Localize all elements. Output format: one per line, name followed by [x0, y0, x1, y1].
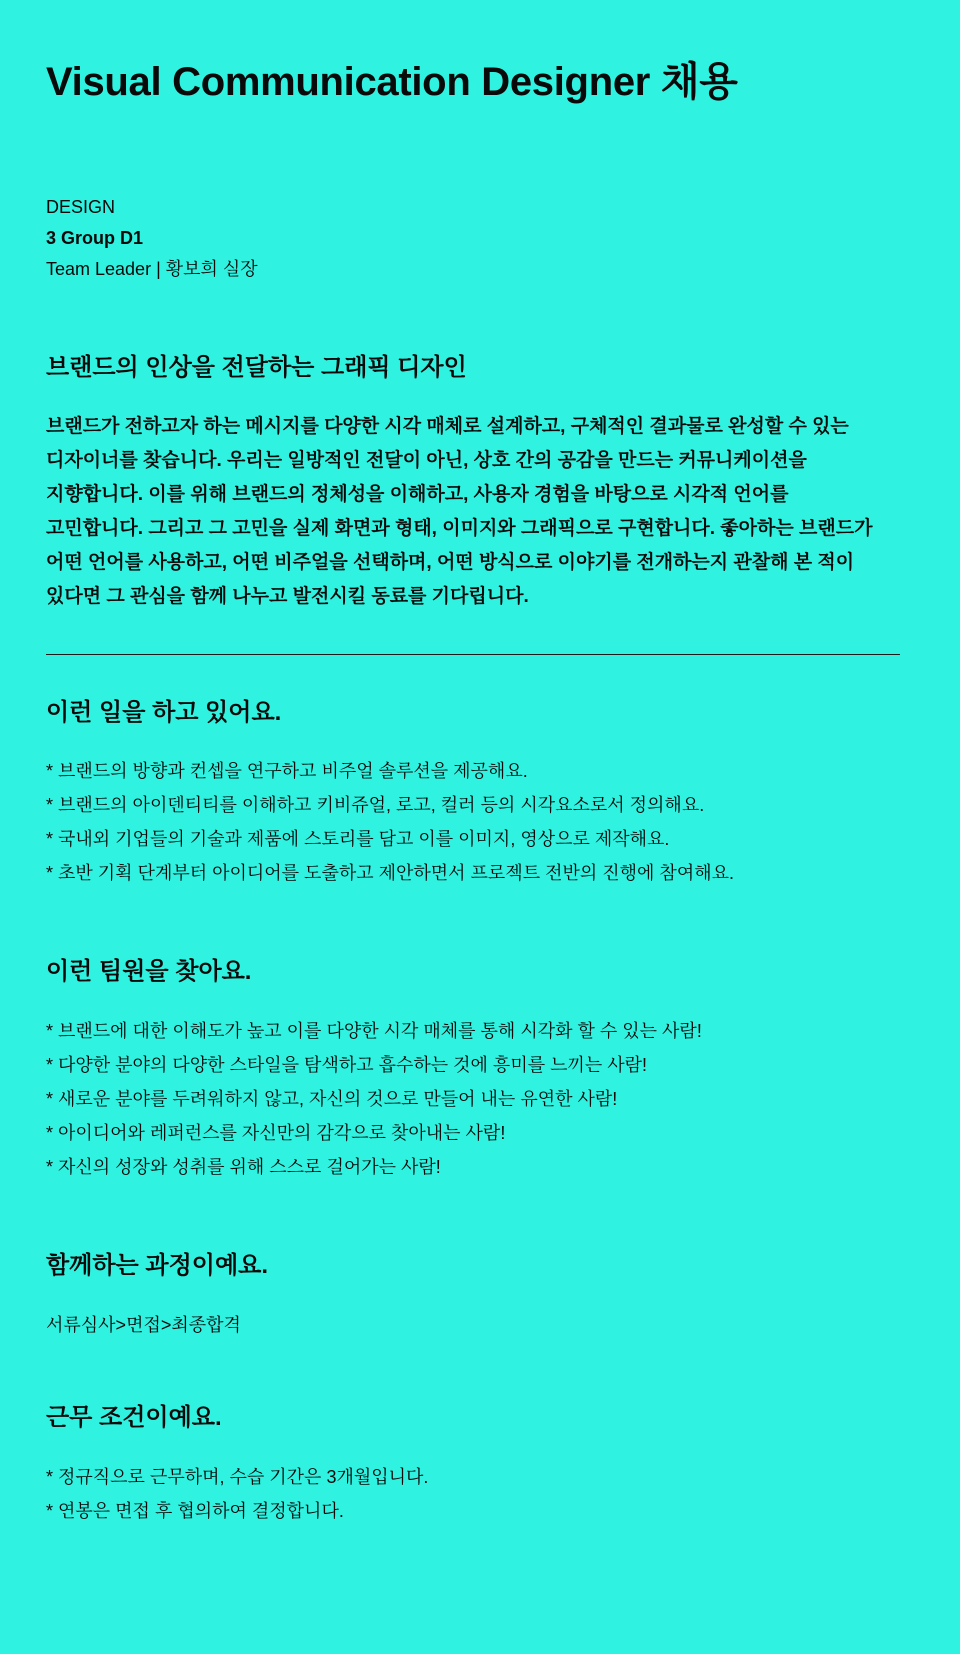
list-item: * 정규직으로 근무하며, 수습 기간은 3개월입니다. — [46, 1467, 429, 1487]
list-item: * 다양한 분야의 다양한 스타일을 탐색하고 흡수하는 것에 흥미를 느끼는 사람! — [46, 1055, 648, 1075]
wanted-section — [46, 955, 914, 1184]
section-divider — [46, 654, 900, 655]
list-item: * 자신의 성장와 성취를 위해 스스로 걸어가는 사람! — [46, 1157, 441, 1177]
intro-line: 브랜드가 전하고자 하는 메시지를 다양한 시각 매체로 설계하고, 구체적인 결과물로 완성할 수 있는 — [46, 416, 849, 437]
wanted-list — [46, 1014, 914, 1184]
duties-list — [46, 754, 914, 890]
department-label: DESIGN — [46, 197, 116, 217]
list-item: * 연봉은 면접 후 협의하여 결정합니다. — [46, 1501, 344, 1521]
conditions-section — [46, 1401, 914, 1528]
conditions-heading: 근무 조건이예요. — [46, 1404, 222, 1431]
team-leader-label: Team Leader | 황보희 실장 — [46, 259, 258, 279]
duties-section — [46, 696, 914, 890]
process-steps: 서류심사>면접>최종합격 — [46, 1315, 241, 1335]
intro-line: 어떤 언어를 사용하고, 어떤 비주얼을 선택하며, 어떤 방식으로 이야기를 전개하는지 관찰해 본 적이 — [46, 552, 855, 573]
intro-heading: 브랜드의 인상을 전달하는 그래픽 디자인 — [46, 354, 467, 381]
process-section — [46, 1249, 914, 1342]
wanted-heading: 이런 팀원을 찾아요. — [46, 958, 252, 985]
position-meta — [46, 192, 914, 285]
page-title: Visual Communication Designer 채용 — [46, 60, 738, 104]
group-label: 3 Group D1 — [46, 228, 144, 248]
list-item: * 브랜드의 아이덴티티를 이해하고 키비쥬얼, 로고, 컬러 등의 시각요소로서 정의해요. — [46, 795, 705, 815]
intro-line: 지향합니다. 이를 위해 브랜드의 정체성을 이해하고, 사용자 경험을 바탕으로 시각적 언어를 — [46, 484, 789, 505]
intro-line: 디자이너를 찾습니다. 우리는 일방적인 전달이 아닌, 상호 간의 공감을 만드는 커뮤니케이션을 — [46, 450, 807, 471]
duties-heading: 이런 일을 하고 있어요. — [46, 699, 282, 726]
list-item: * 아이디어와 레퍼런스를 자신만의 감각으로 찾아내는 사람! — [46, 1123, 506, 1143]
process-heading: 함께하는 과정이예요. — [46, 1252, 268, 1279]
conditions-list — [46, 1460, 914, 1528]
list-item: * 새로운 분야를 두려워하지 않고, 자신의 것으로 만들어 내는 유연한 사람! — [46, 1089, 618, 1109]
intro-line: 고민합니다. 그리고 그 고민을 실제 화면과 형태, 이미지와 그래픽으로 구현합니다. 좋아하는 브랜드가 — [46, 518, 873, 539]
list-item: * 브랜드에 대한 이해도가 높고 이를 다양한 시각 매체를 통해 시각화 할 수 있는 사람! — [46, 1021, 702, 1041]
list-item: * 초반 기획 단계부터 아이디어를 도출하고 제안하면서 프로젝트 전반의 진행에 참여해요. — [46, 863, 734, 883]
intro-line: 있다면 그 관심을 함께 나누고 발전시킬 동료를 기다립니다. — [46, 586, 529, 607]
list-item: * 국내외 기업들의 기술과 제품에 스토리를 담고 이를 이미지, 영상으로 제작해요. — [46, 829, 670, 849]
list-item: * 브랜드의 방향과 컨셉을 연구하고 비주얼 솔루션을 제공해요. — [46, 761, 528, 781]
intro-body — [46, 410, 906, 614]
